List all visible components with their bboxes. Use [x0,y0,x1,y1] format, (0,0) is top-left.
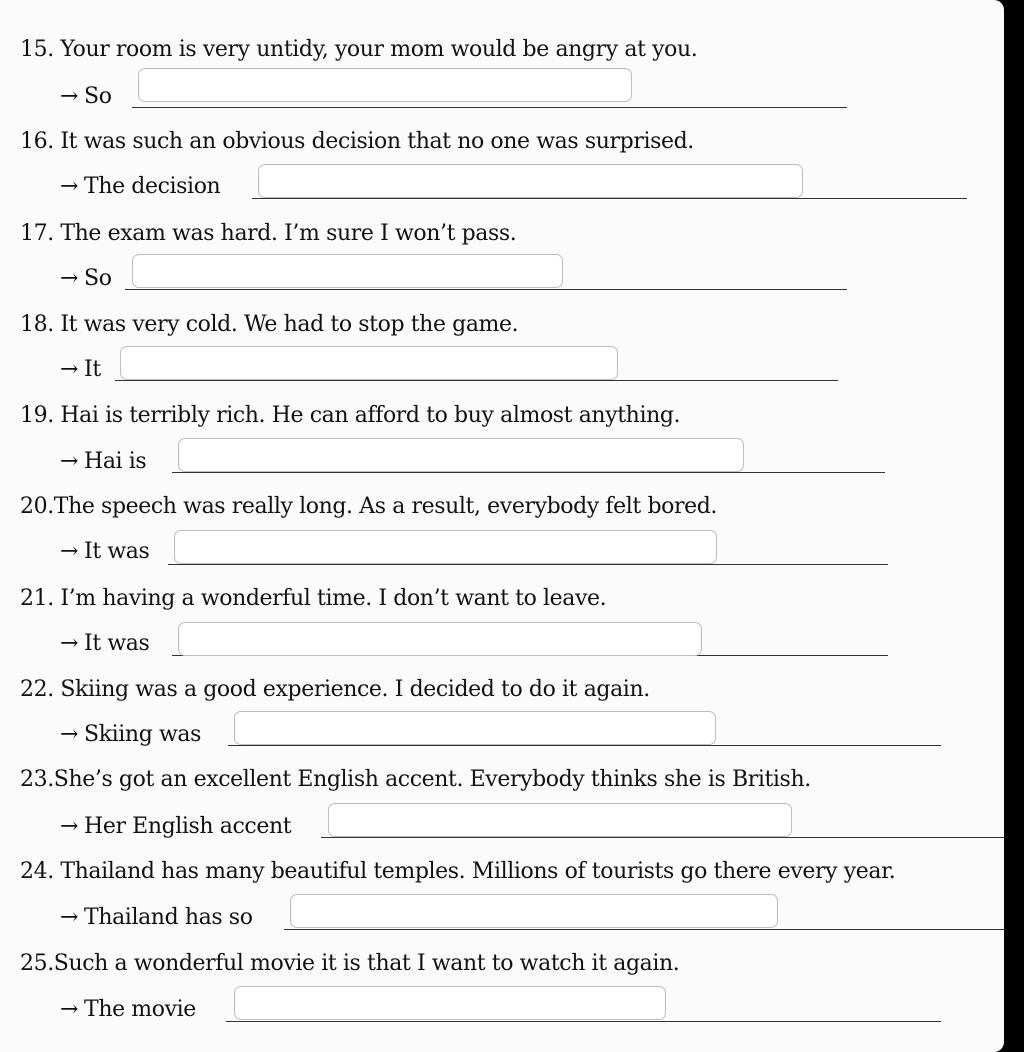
answer-underline [226,1021,941,1022]
question-text: Your room is very untidy, your mom would be angry at you. [60,37,698,62]
answer-underline [172,472,885,473]
answer-input-16[interactable] [258,164,803,198]
prompt-text: The decision [84,174,221,199]
answer-input-22[interactable] [234,711,716,745]
answer-prompt-23 [60,814,291,839]
prompt-text: It [84,357,101,382]
prompt-text: It was [84,539,150,564]
question-number: 25. [20,951,54,976]
answer-input-25[interactable] [234,986,666,1020]
question-number: 20. [20,494,54,519]
answer-prompt-21 [60,631,149,656]
question-16 [20,129,694,154]
question-text: Hai is terribly rich. He can afford to buy almost anything. [60,403,681,428]
question-number: 24. [20,859,54,884]
prompt-text: The movie [84,997,196,1022]
answer-input-23[interactable] [328,803,792,837]
answer-underline [168,564,888,565]
answer-prompt-20 [60,539,149,564]
answer-input-24[interactable] [290,894,778,928]
answer-input-20[interactable] [174,530,717,564]
question-number: 21. [20,586,54,611]
answer-underline [321,837,1004,838]
question-number: 17. [20,221,54,246]
prompt-text: Her English accent [84,814,292,839]
answer-underline [284,929,1004,930]
answer-prompt-16 [60,174,220,199]
answer-prompt-17 [60,266,112,291]
question-text: The exam was hard. I’m sure I won’t pass. [60,221,517,246]
question-text: Thailand has many beautiful temples. Millions of tourists go there every year. [60,859,896,884]
question-text: The speech was really long. As a result, everybody felt bored. [53,494,718,519]
question-22 [20,677,650,702]
question-number: 15. [20,37,54,62]
prompt-text: So [84,84,112,109]
question-number: 16. [20,129,54,154]
question-21 [20,586,606,611]
arrow-icon: → [60,449,79,474]
arrow-icon: → [60,357,79,382]
question-25 [20,951,679,976]
answer-prompt-15 [60,84,112,109]
prompt-text: Thailand has so [84,905,253,930]
question-number: 18. [20,312,54,337]
question-24 [20,859,895,884]
question-15 [20,37,697,62]
answer-input-17[interactable] [132,254,563,288]
answer-underline [115,380,838,381]
question-text: Such a wonderful movie it is that I want to watch it again. [53,951,680,976]
question-18 [20,312,518,337]
question-text: It was very cold. We had to stop the game. [60,312,519,337]
answer-prompt-19 [60,449,146,474]
question-text: It was such an obvious decision that no one was surprised. [60,129,694,154]
question-text: She’s got an excellent English accent. Everybody thinks she is British. [53,767,811,792]
answer-input-18[interactable] [120,346,618,380]
question-19 [20,403,680,428]
arrow-icon: → [60,174,79,199]
prompt-text: It was [84,631,150,656]
arrow-icon: → [60,84,79,109]
answer-underline [132,107,847,108]
arrow-icon: → [60,997,79,1022]
arrow-icon: → [60,722,79,747]
question-text: I’m having a wonderful time. I don’t want to leave. [60,586,607,611]
answer-input-21[interactable] [178,622,702,656]
answer-prompt-24 [60,905,253,930]
answer-prompt-25 [60,997,196,1022]
answer-underline [228,745,941,746]
prompt-text: So [84,266,112,291]
answer-prompt-18 [60,357,101,382]
answer-underline [252,198,967,199]
arrow-icon: → [60,814,79,839]
answer-underline [125,289,847,290]
answer-input-19[interactable] [178,438,744,472]
prompt-text: Skiing was [84,722,202,747]
question-number: 19. [20,403,54,428]
answer-input-15[interactable] [138,68,632,102]
question-number: 23. [20,767,54,792]
arrow-icon: → [60,631,79,656]
question-23 [20,767,811,792]
prompt-text: Hai is [84,449,147,474]
question-number: 22. [20,677,54,702]
question-17 [20,221,516,246]
question-20 [20,494,717,519]
arrow-icon: → [60,266,79,291]
question-text: Skiing was a good experience. I decided to do it again. [60,677,650,702]
arrow-icon: → [60,539,79,564]
arrow-icon: → [60,905,79,930]
answer-prompt-22 [60,722,201,747]
